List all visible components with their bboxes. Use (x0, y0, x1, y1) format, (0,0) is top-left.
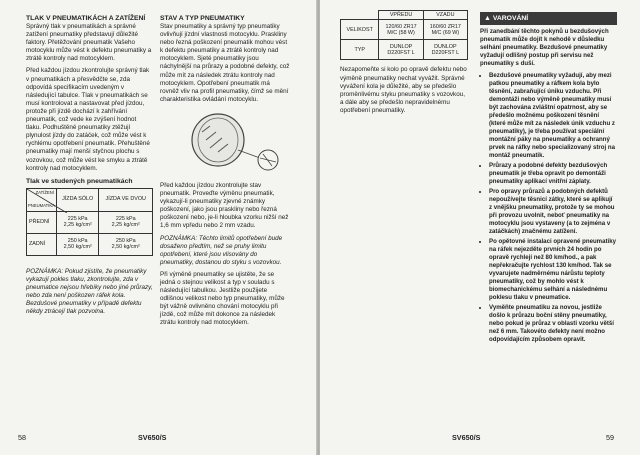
right-column-2 (480, 12, 617, 346)
table-row (27, 211, 153, 233)
right-page (320, 0, 640, 455)
heading-tire-condition: STAV A TYP PNEUMATIKY (160, 15, 245, 22)
paragraph: Stav pneumatiky a správný typ pneumatiky ovlivňují jízdní vlastnosti motocyklu. Praskliny nebo řezná poškození pneumatik mohou vést k defektu pneumatiky a ztrátě kontroly nad motocyklem. Sjeté pneumatiky jsou náchylnější na průrazy a podobné defekty, což může mít za následek ztrátu kontroly nad motocyklem. Opotřebení pneumatik má rovněž vliv na profil pneumatiky, čímž se mění charakteristika ovládání motocyklu. (160, 23, 290, 103)
warning-triangle-icon: ▲ (484, 15, 491, 22)
tire-size-table (340, 10, 468, 60)
page-number: 58 (18, 433, 26, 442)
table-cell: 225 kPa 2,25 kg/cm² (99, 211, 153, 233)
heading-tire-pressure: TLAK V PNEUMATIKÁCH A ZATÍŽENÍ (26, 15, 146, 22)
table-title: Tlak ve studených pneumatikách (26, 177, 133, 185)
row-label: TYP (341, 40, 379, 60)
table-cell: 225 kPa 2,25 kg/cm² (56, 211, 99, 233)
list-item: • Průrazy a podobné defekty bezdušových pneumatik je třeba opravit po demontáži pneumatiky aplikací vnitřní záplaty. (489, 162, 617, 186)
table-header: JÍZDA SÓLO (56, 188, 99, 211)
warning-title: VAROVÁNÍ (492, 15, 529, 22)
table-cell: 160/60 ZR17 M/C (69 W) (423, 20, 467, 40)
row-label: VELIKOST (341, 20, 379, 40)
paragraph: Před každou jízdou zkontrolujte správný tlak v pneumatikách a přesvědčte se, zda odpovídá specifikacím uvedeným v následující tabulce. Tlak v pneumatikách se musí kontrolovat a nastavovat před jízdou, protože při jízdě dochází k zahřívání pneumatik, což vede ke zvýšení hodnot tlaku. Podhuštěné pneumatiky ztěžují plynulost jízdy do zatáček, což může vést k rychlému opotřebení pneumatik. Přehuštěné pneumatiky mají menší styčnou plochu s vozovkou, což může vést ke smyku a ztrátě kontroly nad motocyklem. (26, 67, 150, 172)
corner-top-label: ZATÍŽENÍ (35, 189, 54, 195)
page-footer: SV650/S (138, 433, 167, 442)
table-cell: 250 kPa 2,50 kg/cm² (56, 233, 99, 255)
table-row (341, 40, 468, 60)
table-header: JÍZDA VE DVOU (99, 188, 153, 211)
left-column-1 (26, 14, 153, 320)
table-row (341, 20, 468, 40)
paragraph: Správný tlak v pneumatikách a správné zatížení pneumatiky představují důležité faktory. Přetěžování pneumatik Vašeho motocyklu může vést k defektu pneumatiky a ztrátě kontroly nad motocyklem. (26, 23, 152, 63)
table-cell: DUNLOP D220FST L (379, 40, 423, 60)
paragraph: Před každou jízdou zkontrolujte stav pneumatik. Proveďte výměnu pneumatik, vykazují-li pneumatiky zjevné známky poškození, jako jsou praskliny nebo řezná poškození nebo, je-li hloubka vzorku nižší než 1,6 mm vpředu nebo 2 mm vzadu. (160, 181, 289, 230)
table-row (27, 233, 153, 255)
table-cell: DUNLOP D220FST L (423, 40, 467, 60)
list-item: • Vyměňte pneumatiku za novou, jestliže došlo k průrazu boční stěny pneumatiky, nebo pokud je průraz v oblasti vzorku větší než 6 mm. Takovéto defekty není možno odpovídajícím způsobem opravit. (489, 304, 617, 344)
warning-intro: Při zanedbání těchto pokynů u bezdušových pneumatik může dojít k nehodě v důsledku selhání pneumatiky. Bezdušové pneumatiky vyžadují odlišný postup při servisu než pneumatiky s duší. (480, 28, 609, 67)
warning-header (480, 12, 617, 25)
row-label: PŘEDNÍ (27, 211, 57, 233)
warning-body (480, 28, 617, 344)
table-cell: 120/60 ZR17 M/C (58 W) (379, 20, 423, 40)
pressure-table (26, 188, 153, 256)
table-corner-cell (27, 188, 57, 211)
left-column-2 (160, 14, 290, 332)
table-header: VZADU (423, 11, 467, 20)
note: POZNÁMKA: Těchto limitů opotřebení bude dosaženo předtím, než se pruhy limitu opotřebení, které jsou vlisovány do pneumatiky, dostanou do styku s vozovkou. (160, 234, 283, 266)
paragraph: Při výměně pneumatiky se ujistěte, že se jedná o stejnou velikost a typ v souladu s následující tabulkou. Jestliže použijete odlišnou velikost nebo typ pneumatiky, může být vážně ovlivněno chování motocyklu při jízdě, což může mít dokonce za následek ztrátu kontroly nad motocyklem. (160, 270, 285, 327)
left-page (0, 0, 317, 455)
table-header: VPŘEDU (379, 11, 423, 20)
list-item: • Pro opravy průrazů a podobných defektů nepoužívejte těsnicí zátky, které se aplikují z vnějšku pneumatiky, protože ty se mohou při provozu uvolnit, neboť pneumatiky na motocyklu jsou vystaveny (a to zejména v zatáčkách) značnému zatížení. (489, 188, 617, 236)
page-number: 59 (606, 433, 614, 442)
page-footer: SV650/S (452, 433, 481, 442)
right-column-1 (340, 10, 468, 119)
note: POZNÁMKA: Pokud zjistíte, že pneumatiky vykazují pokles tlaku, zkontrolujte, zda v pneumatice nejsou hřebíky nebo jiné průrazy, nebo zda není poškozen ráfek kola. Bezdušové pneumatiky v případě defektu někdy ztrácejí tlak pozvolna. (26, 267, 153, 316)
tire-tread-illustration (160, 112, 290, 172)
row-label: ZADNÍ (27, 233, 57, 255)
list-item: • Bezdušové pneumatiky vyžadují, aby mezi patkou pneumatiky a ráfkem kola bylo těsnění, zabraňující úniku vzduchu. Při demontáži nebo výměně pneumatiky musí být zachována zvláštní opatrnost, aby se předešlo možnému poškození těsnění (které může mít za následek únik vzduchu z pneumatiky), je třeba používat speciální montážní páky na pneumatiky a ochranný prvek na ráfky nebo specializovaný stroj na montáž pneumatik. (489, 72, 617, 160)
list-item: • Po opětovné instalaci opravené pneumatiky na ráfek nejezděte prvních 24 hodin po opravě rychlejí než 80 km/hod., a pak nepřekračujte rychlost 130 km/hod. Tak se vyvarujete nadměrnému nárůstu teploty pneumatiky, což by mohlo vést k biomechanickému selhání a následnému poklesu tlaku v pneumatice. (489, 238, 617, 302)
warning-list (480, 72, 617, 344)
paragraph: Nezapomeňte si kolo po opravě defektu nebo výměně pneumatiky nechat vyvážit. Správné vyvážení kola je důležité, aby se předešlo proměnlivému styku pneumatiky s vozovkou, a dále aby se předešlo nepravidelnému opotřebení pneumatiky. (340, 66, 467, 114)
corner-bottom-label: PNEUMATIKA (28, 203, 55, 209)
table-cell: 250 kPa 2,50 kg/cm² (99, 233, 153, 255)
